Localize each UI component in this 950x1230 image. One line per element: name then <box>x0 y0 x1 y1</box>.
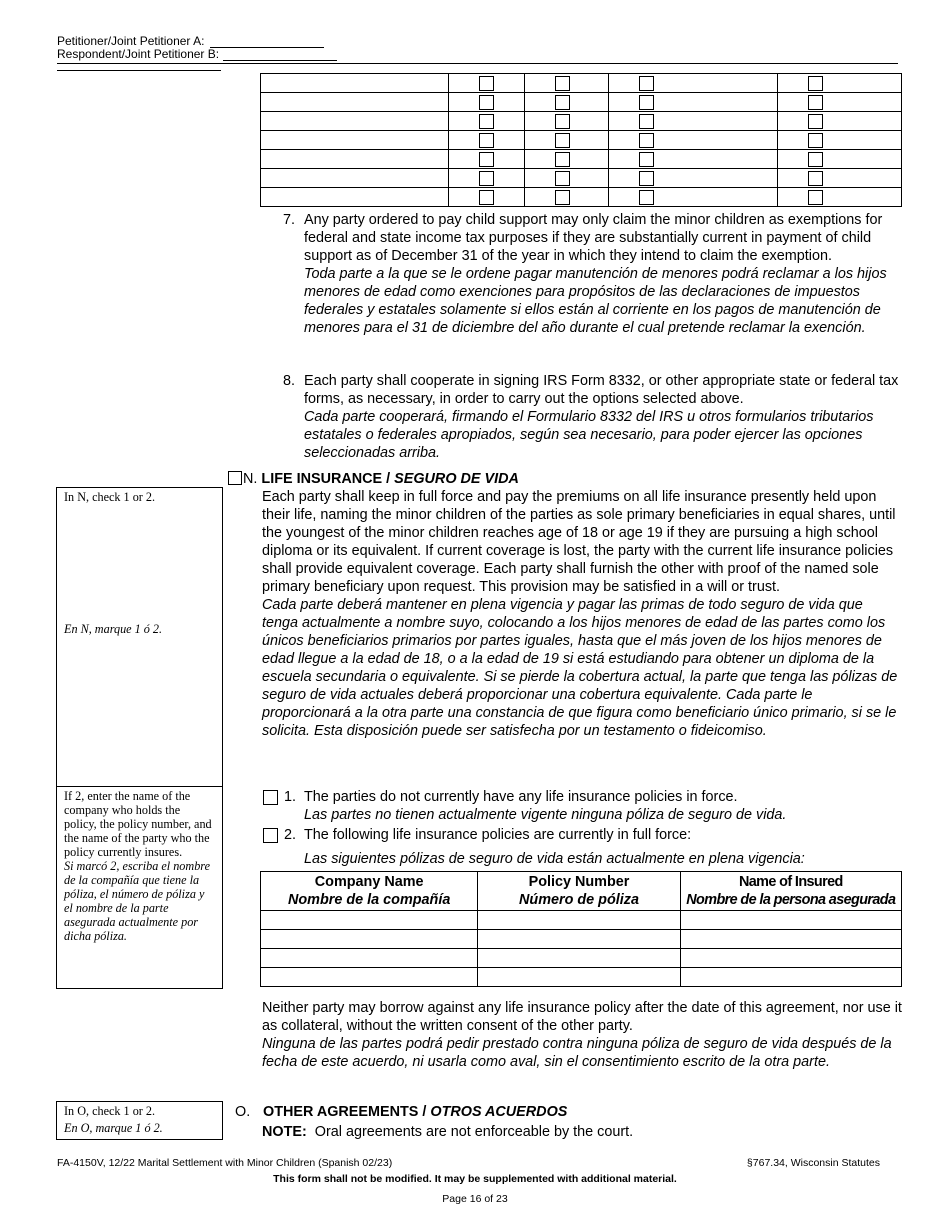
sidebar-box-n-check <box>56 487 223 787</box>
checkbox-cell <box>449 112 524 131</box>
checkbox-cell <box>608 188 777 207</box>
section-o-letter: O. <box>235 1104 251 1120</box>
grid-checkbox[interactable] <box>479 190 494 205</box>
insurance-table-header <box>261 872 902 911</box>
option-1-checkbox[interactable] <box>263 790 278 805</box>
sidebar-o-check-en: In O, check 1 or 2. <box>64 1104 156 1118</box>
grid-checkbox[interactable] <box>555 114 570 129</box>
grid-checkbox[interactable] <box>555 152 570 167</box>
checkbox-cell <box>778 131 902 150</box>
checkbox-cell <box>608 169 777 188</box>
checkbox-cell <box>449 131 524 150</box>
header-company-name: Company Name Nombre de la compañía <box>261 872 478 911</box>
checkbox-cell <box>524 150 608 169</box>
section-o-heading <box>263 1103 567 1121</box>
item-8-text <box>304 372 904 462</box>
name-cell[interactable] <box>261 131 449 150</box>
sidebar-box-if2 <box>56 786 223 989</box>
grid-checkbox[interactable] <box>555 171 570 186</box>
name-cell[interactable] <box>261 74 449 93</box>
grid-checkbox[interactable] <box>808 133 823 148</box>
checkbox-cell <box>524 169 608 188</box>
checkbox-cell <box>449 74 524 93</box>
table-row <box>261 949 902 968</box>
section-n-letter: N. <box>243 471 258 487</box>
item-7-number: 7. <box>283 212 296 228</box>
name-cell[interactable] <box>261 188 449 207</box>
grid-checkbox[interactable] <box>555 133 570 148</box>
header-policy-number: Policy Number Número de póliza <box>478 872 680 911</box>
borrowing-paragraph <box>262 999 902 1071</box>
table-row <box>261 188 902 207</box>
checkbox-cell <box>608 131 777 150</box>
checkbox-cell <box>778 112 902 131</box>
section-o-title-en: OTHER AGREEMENTS / <box>263 1104 431 1120</box>
grid-checkbox[interactable] <box>479 95 494 110</box>
grid-checkbox[interactable] <box>639 190 654 205</box>
section-n-body-es: Cada parte deberá mantener en plena vigencia y pagar las primas de todo seguro de vida que tenga actualmente a nombre suyo, colocando a los hijos menores de edad de las partes como los únicos beneficiarios primarios por partes iguales, hasta que el más joven de los hijos menores de edad llegue a la edad de 18, o a la edad de 19 si está estudiando para obtener un diploma de la escuela secundaria o equivalente. Si se pierde la cobertura actual, la parte que tenga las pólizas de seguro de vida actuales deberá proporcionar una cobertura equivalente. Cada parte le proporcionará a la otra parte una constancia de que figura como beneficiario único primario, si se le solicita. Esta disposición puede ser satisfecha por un testamento o fideicomiso. <box>262 597 898 739</box>
grid-checkbox[interactable] <box>639 76 654 91</box>
item-8-es: Cada parte cooperará, firmando el Formulario 8332 del IRS u otros formularios tributarios estatales o federales apropiados, según sea necesario, para poder ejercer las opciones seleccionadas arriba. <box>304 409 874 461</box>
respondent-name-field[interactable] <box>223 49 337 61</box>
grid-checkbox[interactable] <box>808 95 823 110</box>
checkbox-cell <box>449 93 524 112</box>
item-8-en: Each party shall cooperate in signing IRS Form 8332, or other appropriate state or federal tax forms, as necessary, in order to carry out the options selected above. <box>304 373 899 407</box>
checkbox-cell <box>524 188 608 207</box>
grid-checkbox[interactable] <box>808 76 823 91</box>
grid-checkbox[interactable] <box>639 171 654 186</box>
grid-checkbox[interactable] <box>808 171 823 186</box>
petitioner-label: Petitioner/Joint Petitioner A: <box>57 34 205 48</box>
sidebar-n-check-en: In N, check 1 or 2. <box>64 490 156 504</box>
sidebar-if2-es: Si marcó 2, escriba el nombre de la compañía que tiene la póliza, el número de póliza y el nombre de la parte asegurada actualmente por dicha póliza. <box>64 859 210 943</box>
item-7-es: Toda parte a la que se le ordene pagar manutención de menores podrá reclamar a los hijos menores de edad como exenciones para propósitos de las declaraciones de impuestos federales y estatales solamente si ellos están al corriente en los pagos de manutención de menores para el 31 de diciembre del año durante el cual pretende reclamar la exención. <box>304 266 887 336</box>
checkbox-cell <box>778 74 902 93</box>
grid-checkbox[interactable] <box>808 152 823 167</box>
table-row <box>261 169 902 188</box>
option-2-en: The following life insurance policies are currently in full force: <box>304 827 692 843</box>
checkbox-cell <box>778 188 902 207</box>
insured-name-cell[interactable] <box>680 968 901 987</box>
company-name-cell[interactable] <box>261 968 478 987</box>
section-n-title-es: SEGURO DE VIDA <box>394 471 519 487</box>
grid-checkbox[interactable] <box>639 152 654 167</box>
item-7-en: Any party ordered to pay child support may only claim the minor children as exemptions for federal and state income tax purposes if they are substantially current in payment of child support as of December 31 of the year in which they intend to claim the exemption. <box>304 212 883 264</box>
option-1-text <box>304 788 904 824</box>
option-1-en: The parties do not currently have any life insurance policies in force. <box>304 789 738 805</box>
sidebar-box-o-check <box>56 1101 223 1140</box>
grid-checkbox[interactable] <box>639 114 654 129</box>
company-name-cell[interactable] <box>261 930 478 949</box>
option-2-checkbox[interactable] <box>263 828 278 843</box>
insured-name-cell[interactable] <box>680 930 901 949</box>
section-n-heading <box>243 470 519 488</box>
checkbox-cell <box>778 169 902 188</box>
footer-page-number: Page 16 of 23 <box>442 1193 508 1205</box>
checkbox-cell <box>778 93 902 112</box>
header-divider <box>57 63 898 64</box>
grid-checkbox[interactable] <box>808 190 823 205</box>
table-row <box>261 930 902 949</box>
checkbox-cell <box>449 169 524 188</box>
grid-checkbox[interactable] <box>479 133 494 148</box>
grid-checkbox[interactable] <box>555 190 570 205</box>
checkbox-cell <box>608 93 777 112</box>
option-1-number: 1. <box>284 789 297 805</box>
policy-number-cell[interactable] <box>478 911 680 930</box>
table-row <box>261 911 902 930</box>
item-7-text <box>304 211 904 337</box>
grid-checkbox[interactable] <box>639 133 654 148</box>
name-cell[interactable] <box>261 169 449 188</box>
grid-checkbox[interactable] <box>479 114 494 129</box>
item-8-number: 8. <box>283 373 296 389</box>
checkbox-cell <box>524 93 608 112</box>
policy-number-cell[interactable] <box>478 949 680 968</box>
footer-statute: §767.34, Wisconsin Statutes <box>746 1157 880 1169</box>
grid-checkbox[interactable] <box>639 95 654 110</box>
checkbox-cell <box>524 74 608 93</box>
table-row <box>261 112 902 131</box>
table-row <box>261 150 902 169</box>
name-cell[interactable] <box>261 93 449 112</box>
name-cell[interactable] <box>261 112 449 131</box>
policy-number-cell[interactable] <box>478 930 680 949</box>
borrowing-en: Neither party may borrow against any life insurance policy after the date of this agreement, nor use it as collateral, without the written consent of the other party. <box>262 1000 902 1034</box>
sidebar-o-check-es: En O, marque 1 ó 2. <box>64 1121 163 1135</box>
insured-name-cell[interactable] <box>680 949 901 968</box>
sidebar-n-check-es: En N, marque 1 ó 2. <box>64 622 163 636</box>
grid-checkbox[interactable] <box>555 95 570 110</box>
borrowing-es: Ninguna de las partes podrá pedir prestado contra ninguna póliza de seguro de vida después de la fecha de este acuerdo, ni usarla como aval, sin el consentimiento escrito de la otra parte. <box>262 1036 892 1070</box>
company-name-cell[interactable] <box>261 911 478 930</box>
table-row <box>261 74 902 93</box>
table-row <box>261 93 902 112</box>
sidebar-top-rule <box>57 70 221 71</box>
company-name-cell[interactable] <box>261 949 478 968</box>
respondent-label: Respondent/Joint Petitioner B: <box>57 47 220 61</box>
section-n-checkbox[interactable] <box>228 471 242 485</box>
header-name-of-insured: Name of Insured Nombre de la persona asegurada <box>680 872 901 911</box>
checkbox-cell <box>608 74 777 93</box>
section-o-title-es: OTROS ACUERDOS <box>430 1104 568 1120</box>
checkbox-cell <box>449 188 524 207</box>
insurance-policies-table <box>260 871 902 987</box>
petitioner-line <box>57 34 324 48</box>
checkbox-cell <box>778 150 902 169</box>
name-cell[interactable] <box>261 150 449 169</box>
policy-number-cell[interactable] <box>478 968 680 987</box>
respondent-line <box>57 47 337 61</box>
section-n-body-en: Each party shall keep in full force and pay the premiums on all life insurance presently held upon their life, naming the minor children of the parties as sole primary beneficiaries in equal shares, until the youngest of the minor children reaches age of 18 or age 19 if they are pursuing a high school diploma or its equivalent. If current coverage is lost, the party with the current life insurance policies shall provide equivalent coverage. Each party shall furnish the other with proof of the named sole primary beneficiary upon request. This provision may be satisfied in a will or trust. <box>262 489 896 595</box>
note-text: Oral agreements are not enforceable by the court. <box>314 1124 634 1140</box>
option-2-es: Las siguientes pólizas de seguro de vida están actualmente en plena vigencia: <box>304 851 805 867</box>
grid-checkbox[interactable] <box>479 76 494 91</box>
section-n-body <box>262 488 902 740</box>
option-1-es: Las partes no tienen actualmente vigente ninguna póliza de seguro de vida. <box>304 807 787 823</box>
checkbox-cell <box>524 131 608 150</box>
insured-name-cell[interactable] <box>680 911 901 930</box>
sidebar-if2-en: If 2, enter the name of the company who holds the policy, the policy number, and the name of the party who the policy currently insures. <box>64 789 212 859</box>
checkbox-cell <box>524 112 608 131</box>
child-exemption-table <box>260 73 902 207</box>
checkbox-cell <box>449 150 524 169</box>
footer-notice: This form shall not be modified. It may be supplemented with additional material. <box>273 1173 677 1185</box>
grid-checkbox[interactable] <box>808 114 823 129</box>
section-o-note <box>262 1123 633 1141</box>
section-n-title-en: LIFE INSURANCE / <box>261 471 395 487</box>
grid-checkbox[interactable] <box>555 76 570 91</box>
checkbox-cell <box>608 150 777 169</box>
note-label: NOTE: <box>262 1124 307 1140</box>
grid-checkbox[interactable] <box>479 171 494 186</box>
grid-checkbox[interactable] <box>479 152 494 167</box>
table-row <box>261 968 902 987</box>
table-row <box>261 131 902 150</box>
footer-form-id: FA-4150V, 12/22 Marital Settlement with Minor Children (Spanish 02/23) <box>57 1157 393 1169</box>
checkbox-cell <box>608 112 777 131</box>
option-2-number: 2. <box>284 827 297 843</box>
